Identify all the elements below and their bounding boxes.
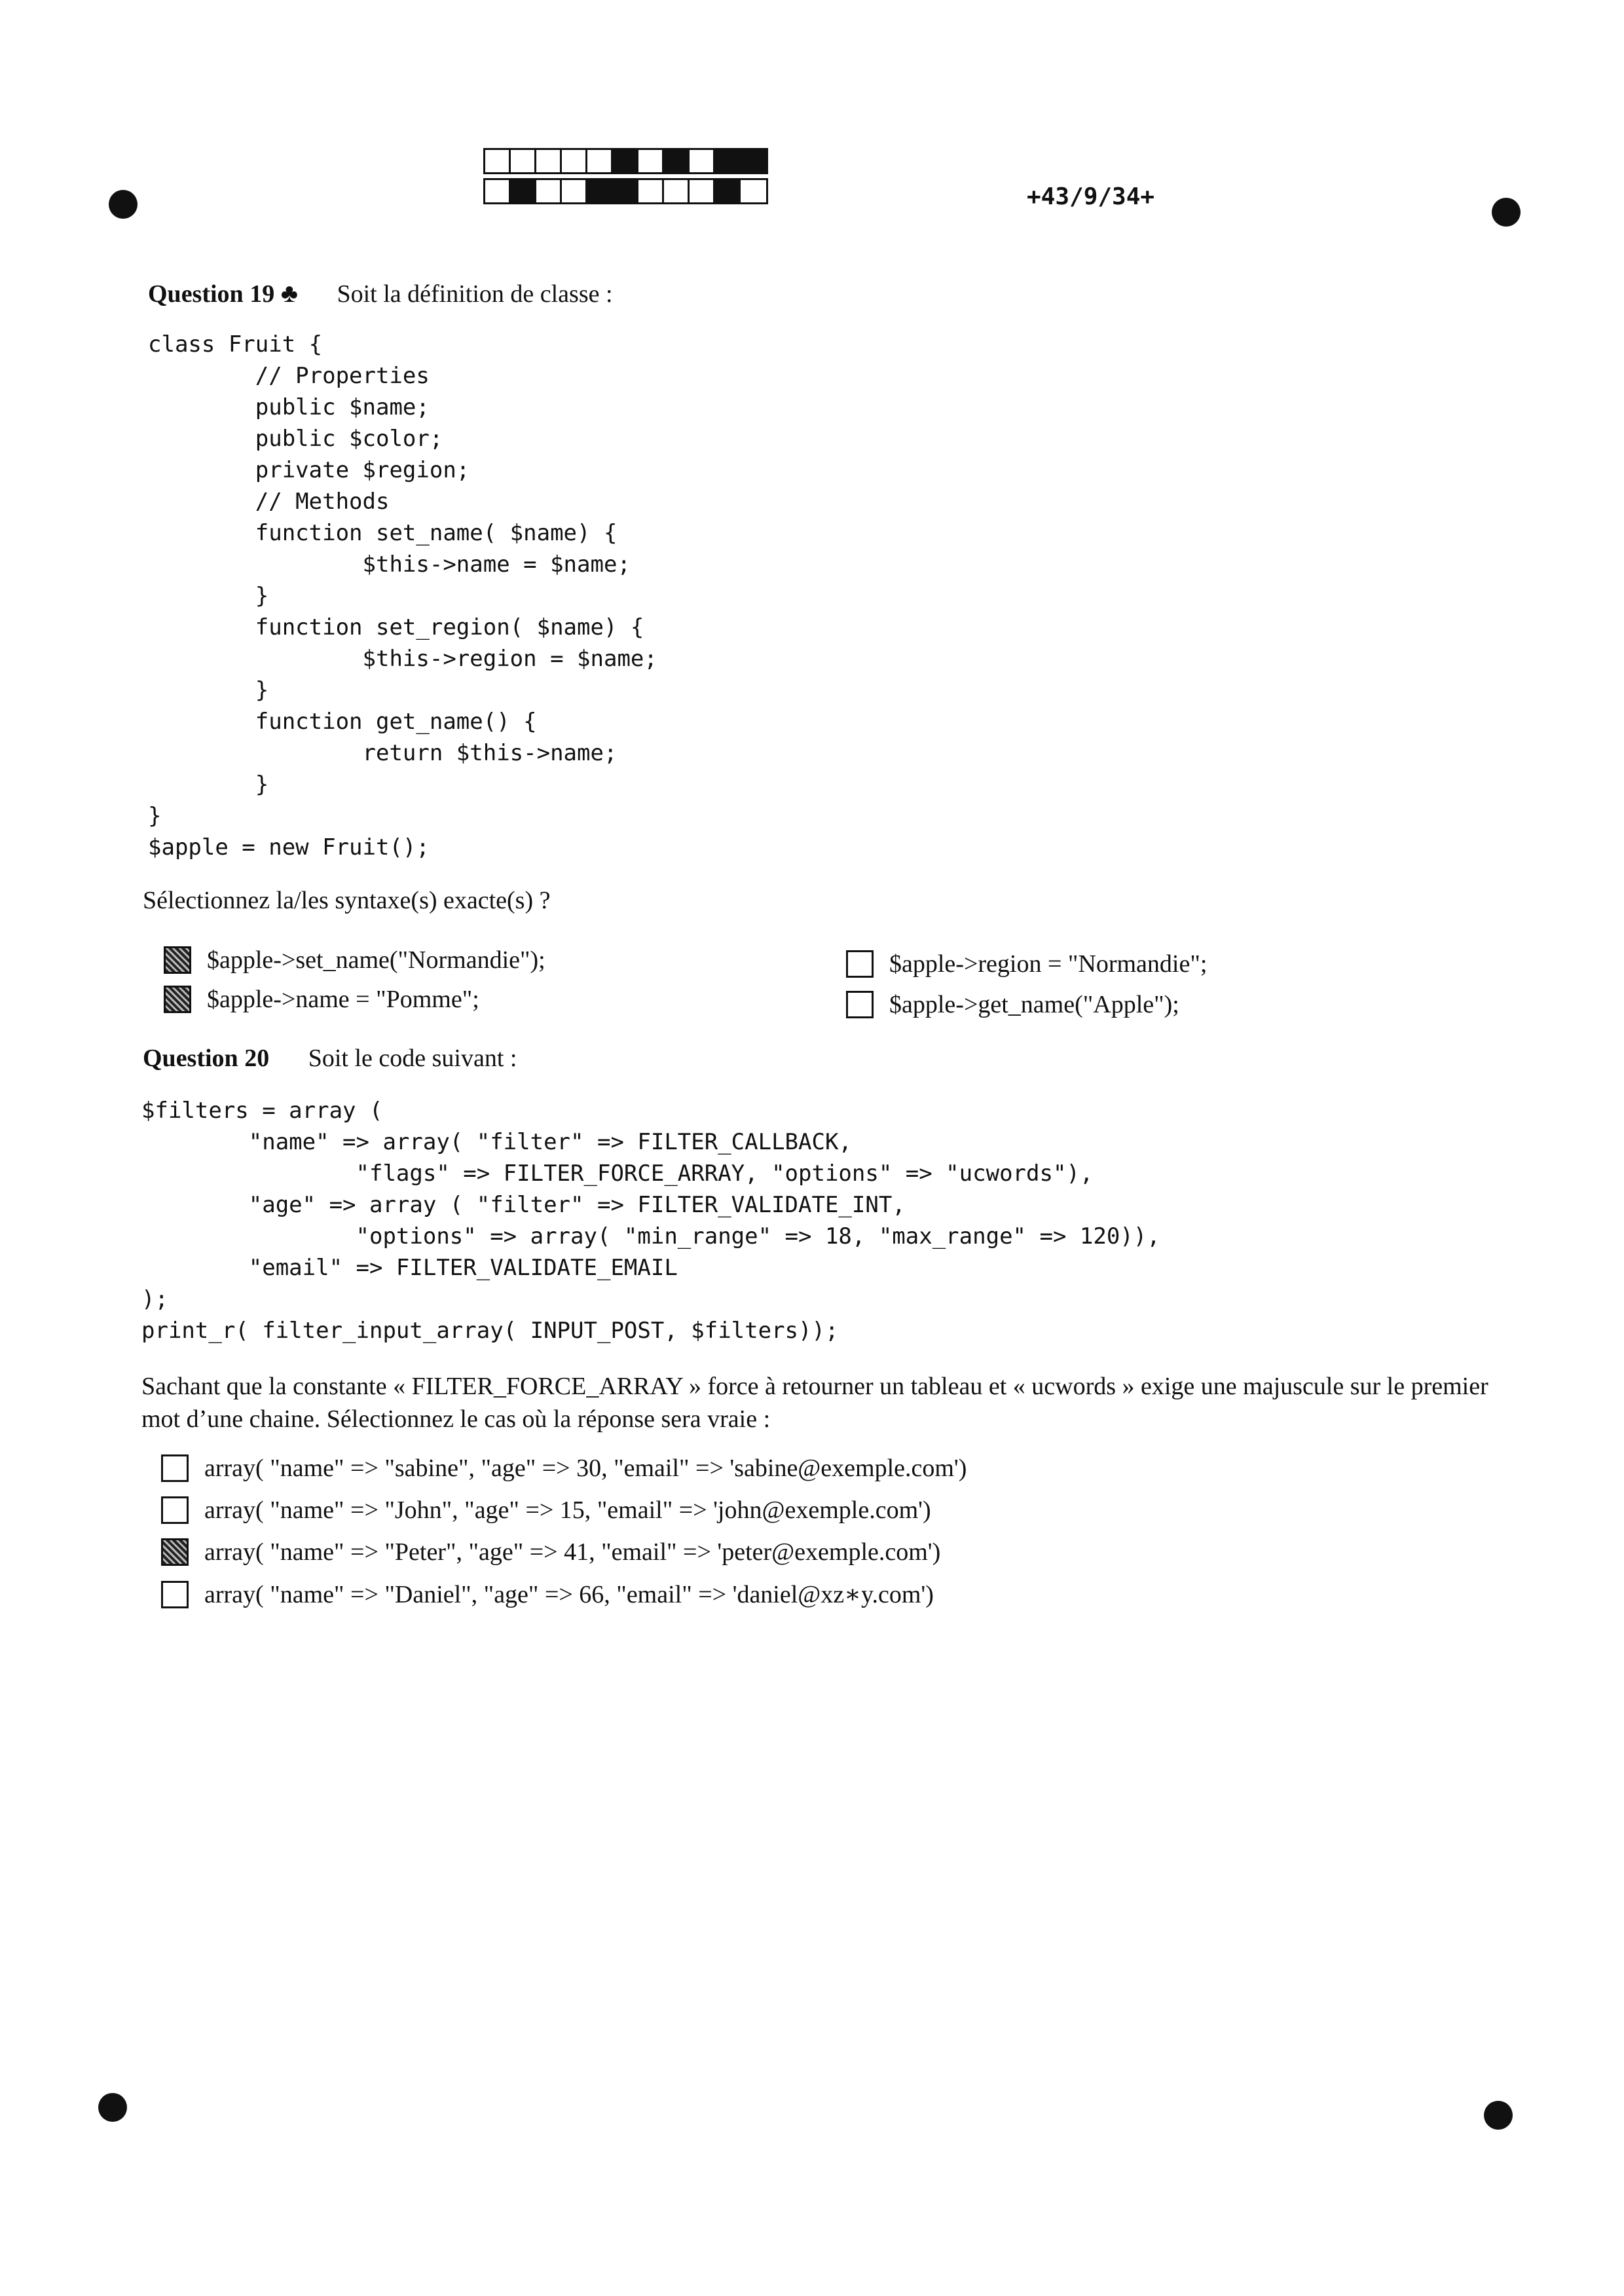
option-text: array( "name" => "Daniel", "age" => 66, "email" => 'daniel@xz∗y.com')	[204, 1581, 934, 1608]
question-19-code: class Fruit { // Properties public $name; public $color; private $region; // Methods function set_name( $name) { $this->name = $name; } function set_region( $name) { $this->region = $name; } function get_name() { return $this->name; } } $apple = new Fruit();	[148, 331, 657, 861]
option-text: $apple->region = "Normandie";	[889, 950, 1208, 978]
question-19-option-2[interactable]	[164, 985, 479, 1014]
checkbox-checked[interactable]	[161, 1538, 189, 1566]
question-20-label: Question 20	[143, 1045, 270, 1072]
question-19-option-1[interactable]	[164, 946, 545, 974]
question-20-code: $filters = array ( "name" => array( "filter" => FILTER_CALLBACK, "flags" => FILTER_FORCE_ARRAY, "options" => "ucwords"), "age" => array ( "filter" => FILTER_VALIDATE_INT, "options" => array( "min_range" => 18, "max_range" => 120)), "email" => FILTER_VALIDATE_EMAIL ); print_r( filter_input_array( INPUT_POST, $filters));	[141, 1098, 1160, 1344]
question-19-heading	[148, 278, 613, 308]
option-text: array( "name" => "John", "age" => 15, "email" => 'john@exemple.com')	[204, 1496, 931, 1524]
question-20-heading	[143, 1044, 517, 1073]
option-text: $apple->set_name("Normandie");	[207, 946, 545, 974]
question-19-label: Question 19	[148, 280, 275, 308]
option-text: array( "name" => "Peter", "age" => 41, "email" => 'peter@exemple.com')	[204, 1538, 941, 1566]
question-20-intro: Soit le code suivant :	[308, 1045, 517, 1072]
club-icon: ♣	[280, 278, 298, 308]
checkbox[interactable]	[161, 1454, 189, 1482]
registration-dot-bottom-left	[98, 2093, 127, 2122]
question-19-prompt: Sélectionnez la/les syntaxe(s) exacte(s) ?	[143, 887, 551, 914]
checkbox[interactable]	[846, 991, 874, 1018]
option-text: array( "name" => "sabine", "age" => 30, "email" => 'sabine@exemple.com')	[204, 1454, 967, 1482]
checkbox[interactable]	[846, 950, 874, 978]
option-text: $apple->get_name("Apple");	[889, 991, 1179, 1018]
question-20-option-4[interactable]	[161, 1580, 934, 1609]
checkbox-checked[interactable]	[164, 986, 191, 1013]
page-id: +43/9/34+	[1027, 183, 1155, 210]
question-20-option-3[interactable]	[161, 1538, 940, 1566]
checkbox[interactable]	[161, 1581, 189, 1608]
registration-dot-bottom-right	[1484, 2101, 1513, 2130]
question-19-intro: Soit la définition de classe :	[337, 280, 613, 308]
registration-dot-top-right	[1492, 198, 1521, 227]
checkbox-checked[interactable]	[164, 946, 191, 974]
binary-code-row-bottom	[483, 178, 768, 204]
option-text: $apple->name = "Pomme";	[207, 986, 479, 1013]
question-19-option-4[interactable]	[846, 990, 1179, 1019]
question-20-option-2[interactable]	[161, 1496, 931, 1525]
question-19-option-3[interactable]	[846, 950, 1207, 978]
question-20-option-1[interactable]	[161, 1454, 967, 1483]
binary-code-row-top	[483, 148, 768, 174]
question-20-prompt: Sachant que la constante « FILTER_FORCE_ARRAY » force à retourner un tableau et « ucwords » exige une majuscule sur le premier mot d’une chaine. Sélectionnez le cas où la réponse sera vraie :	[141, 1373, 1488, 1433]
registration-dot-top-left	[109, 190, 138, 219]
checkbox[interactable]	[161, 1496, 189, 1524]
